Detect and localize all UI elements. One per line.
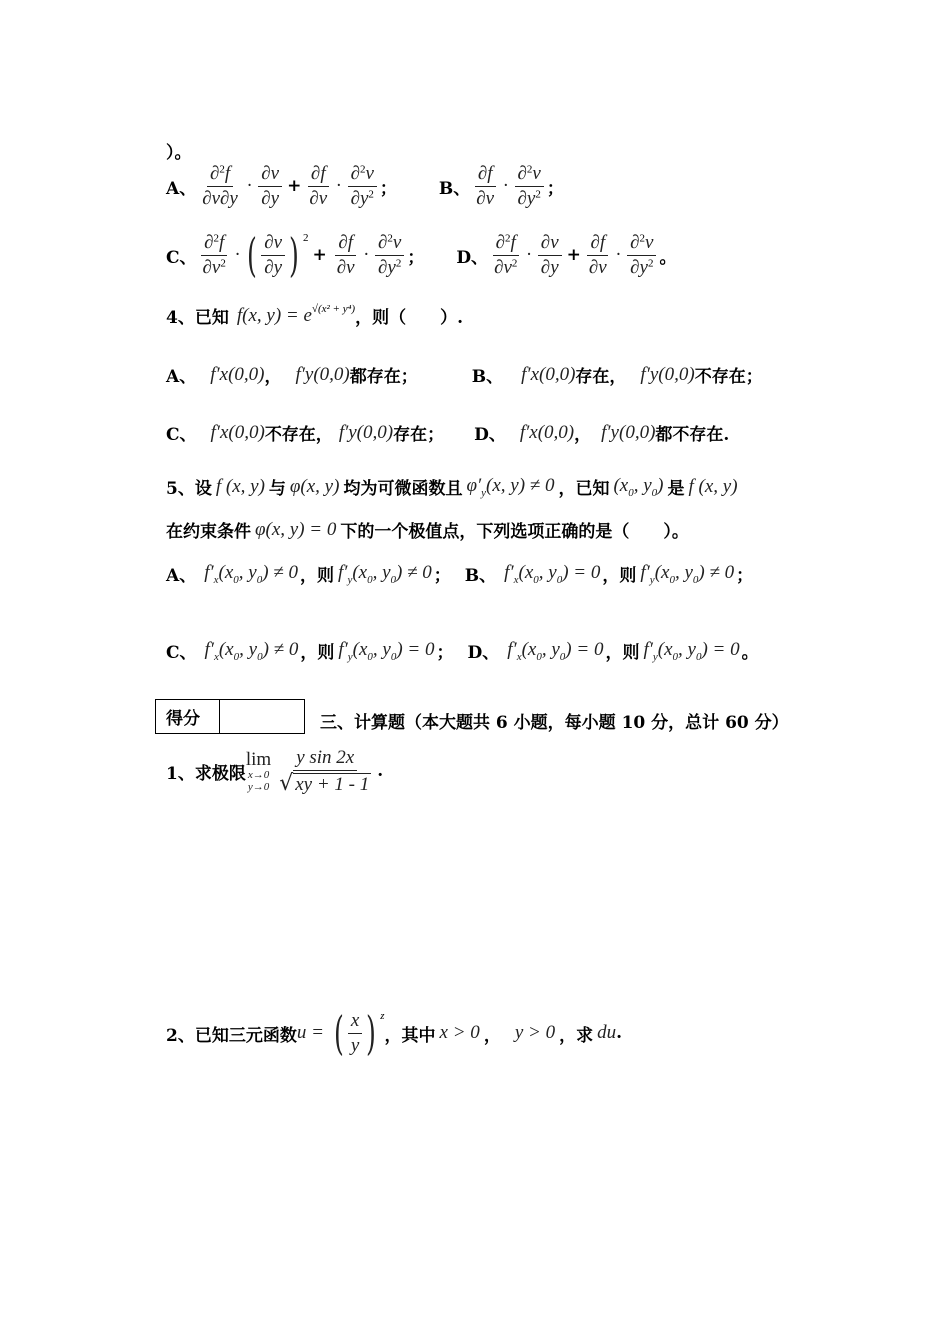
math-f: f (x, y) [215,475,265,497]
q3-option-a-label: A、 [166,178,197,199]
fy-derivative: f′y(0,0) [601,421,656,443]
score-box [155,699,305,734]
formula-frac: $\frac{\partial^2v}{\partial y^2}$ [515,164,544,209]
q5-option-a-label: A、 [166,566,197,586]
q4-option-d-label: D、 [474,425,506,445]
q3-option-b-label: B、 [438,178,471,199]
q5-option-c-label: C、 [166,643,197,663]
formula-frac: $\frac{\partial f}{\partial v}$ [476,163,495,209]
formula-frac: $\frac{\partial v}{\partial y}$ [261,233,285,278]
q4-function: f(x, y) = e [236,304,312,326]
q5-stem-line1: 5、设 f (x, y) 与 φ(x, y) 均为可微函数且 $\varphi'_y(x$, y) ≠ 0 ，已知 ($x_0$, $y_0$) 是 f (x, y) [166,474,738,499]
q4-option-row-ab: A、 f′x(0,0) ， f′y(0,0) 都存在； B、 f′x(0,0) 存在， f′y(0,0) 不存在； [166,363,763,387]
formula-frac: $\frac{\partial^2f}{\partial v^2}$ [202,231,226,278]
fx-derivative: f′x(0,0) [521,363,576,385]
q5-option-d-label: D、 [467,643,500,663]
q5-option-b-label: B、 [464,566,497,586]
math-phi-prime: $\varphi'_y(x$, y) ≠ 0 [466,474,555,499]
fx-derivative: f′x(0,0) [519,421,575,443]
formula-frac: $\frac{\partial f}{\partial v}$ [309,163,328,209]
q3-option-row-cd: C、 $\frac{\partial^2f}{\partial v^2}$ · ( $\frac{\partial v}{\partial y}$ ) $^2$ + $\frac{\partial f}{\partial v}$ · $\frac{\partial^2v}{\partial y^2}$ ； D、 $\frac{\partial^2f}{\partial v^2}$ · $\frac{\partial v}{\partial y}$ + $\frac{\partial f}{\partial v}$ · $\frac{\partial^2v}{\partial y^2}$ 。 [166,228,677,282]
score-blank [220,700,304,733]
fy-derivative: f′y(0,0) [640,363,695,385]
q3-tail: ）。 [166,143,192,163]
formula-frac: $\frac{\partial f}{\partial v}$ [336,231,355,278]
formula-frac: $\frac{\partial^2f}{\partial v\partial y}$ [202,163,238,209]
q3-option-c-label: C、 [166,247,197,268]
math-constraint: φ(x, y) = 0 [255,518,337,540]
limit-operator: lim x→0 y→0 [245,748,272,793]
section-title: 三、计算题（本大题共 6 小题，每小题 10 分，总计 60 分） [320,713,789,733]
math-phi: φ(x, y) [289,475,340,497]
formula-frac: $\frac{\partial^2v}{\partial y^2}$ [348,164,377,209]
formula-frac: $\frac{\partial^2v}{\partial y^2}$ [375,233,404,278]
formula-frac: $\frac{\partial^2v}{\partial y^2}$ [627,233,656,278]
math-u: u = [296,1022,324,1043]
fy-derivative: f′y(0,0) [295,363,350,385]
formula-frac: $\frac{\partial v}{\partial y}$ [538,233,562,278]
problem-2: 2、已知三元函数 u = ( $\frac{x}{y}$ ) $^z$ ，其中 x > 0 ， y > 0 ，求 du . [166,1006,622,1060]
problem-1: 1、求极限 lim x→0 y→0 y sin 2x √ xy + 1 - 1 . [166,747,384,796]
q4-option-b-label: B、 [471,367,504,387]
fy-derivative: f′y(0,0) [338,421,394,443]
formula-frac: $\frac{\partial f}{\partial v}$ [588,231,607,278]
fx-derivative: f′x(0,0) [210,363,265,385]
q5-option-row-ab: A、 $f'_x(x_0$, $y_0) \ne 0$ ，则 $f'_y(x_0$, $y_0) \ne 0$ ； B、 $f'_x(x_0$, $y_0) = 0$ ，则 $f'_y(x_0$, $y_0) \ne 0$ ； [166,561,754,586]
q5-stem-line2: 在约束条件 φ(x, y) = 0 下的一个极值点，下列选项正确的是（ ）。 [166,518,689,542]
q4-exponent: √(x² + y⁴) [311,303,356,315]
formula-frac: $\frac{x}{y}$ [348,1011,362,1056]
q3-option-d-label: D、 [456,247,489,268]
formula-frac: $\frac{\partial v}{\partial y}$ [258,164,282,209]
limit-fraction: y sin 2x √ xy + 1 - 1 [279,747,370,796]
score-label: 得分 [156,700,220,733]
q4-option-a-label: A、 [166,367,197,387]
q3-option-row-ab: A、 $\frac{\partial^2f}{\partial v\partial y}$ · $\frac{\partial v}{\partial y}$ + $\frac{\partial f}{\partial v}$ · $\frac{\partial^2v}{\partial y^2}$ ； B、 $\frac{\partial f}{\partial v}$ · $\frac{\partial^2v}{\partial y^2}$ ； [166,163,564,209]
q5-option-row-cd: C、 $f'_x(x_0$, $y_0) \ne 0$ ，则 $f'_y(x_0$, $y_0) = 0$ ； D、 $f'_x(x_0$, $y_0) = 0$ ，则 $f'_y(x_0$, $y_0) = 0$ 。 [166,638,759,663]
formula-frac: $\frac{\partial^2f}{\partial v^2}$ [494,231,518,278]
math-f: f (x, y) [688,475,738,497]
fx-derivative: f′x(0,0) [210,421,265,443]
q4-stem: 4、已知 f(x, y) = e $^{√(x^2 + y^4)}$ ，则（ ）. [166,303,464,328]
q4-option-row-cd: C、 f′x(0,0) 不存在， f′y(0,0) 存在； D、 f′x(0,0) ， f′y(0,0) 都不存在. [166,421,730,445]
math-point: ($x_0$, $y_0$) [613,474,664,499]
q4-option-c-label: C、 [166,425,197,445]
